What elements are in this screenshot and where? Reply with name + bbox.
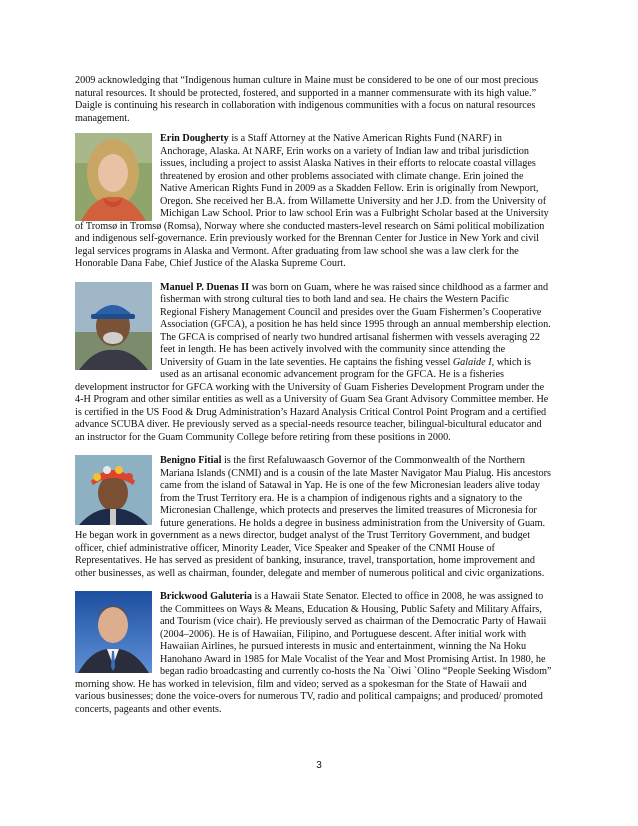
page-number: 3 <box>316 760 322 771</box>
text-line: Anchorage, Alaska. At NARF, Erin works on a variety of Indian law and tribal jurisdiction <box>160 145 529 157</box>
text-line: Hanohano Award in 1985 for Male Vocalist of the Year and Most Promising Artist. In 1980, he <box>160 653 546 665</box>
text-line: The GFCA is comprised of nearly two hundred artisanal fishermen with vessels averaging 22 <box>160 331 540 343</box>
text-line: Honorable Dana Fabe, Chief Justice of the Alaska Supreme Court. <box>75 258 346 269</box>
text-line: Hawaiian Airlines, he pursued interests in music and entertainment, winning the Na Hoku <box>160 641 527 652</box>
portrait-photo <box>75 591 152 673</box>
text-line: other businesses, as well as chairman, founder, delegate and member of numerous political and civic organizations. <box>75 567 545 579</box>
bio-first-line <box>160 591 562 604</box>
text-line: issues, including a project to assist Alaska Natives in their efforts to relocate coastal villages <box>160 158 536 169</box>
page-content <box>75 75 562 716</box>
text-line: the Committees on Ways & Means, Education & Housing, Public Safety and Military Affairs, <box>160 603 542 615</box>
text-line: concerts, pageants and other events. <box>75 703 222 715</box>
text-line: an instructor for the Guam Community College before retiring from these positions in 2000. <box>75 431 451 443</box>
text-line: Representatives. He has served as president of banking, insurance, travel, transportation, home improvement and <box>75 555 535 566</box>
bio-benigno-fitial <box>75 455 562 580</box>
text-line: (2004–2006). He is of Hawaiian, Filipino, and Portuguese descent. After initial work with <box>160 628 527 640</box>
text-line: Mariana Islands (CNMI) and is a cousin of the late Master Navigator Mau Pialug. His ancestors <box>160 467 551 479</box>
intro-paragraph <box>75 75 562 125</box>
portrait-photo <box>75 282 152 370</box>
text-line: legal services programs in Alaska and Vermont. After graduating from law school she was a law clerk for the <box>75 245 519 257</box>
text-line: feet in length. He has been actively involved with the community since attending the <box>160 344 506 355</box>
text-line: development instructor for GFCA working with the University of Guam Fisheries Development Program under the <box>75 381 545 393</box>
bio-text: was born on Guam, where he was raised since childhood as a farmer and <box>249 281 549 293</box>
portrait-photo <box>75 133 152 221</box>
text-line: and indigenous self-governance. Erin previously worked for the Brennan Center for Justice in New York and civil <box>75 233 539 244</box>
text-line: He began work in government as a news director, budget analyst of the Trust Territory Government, and budget <box>75 530 531 541</box>
bio-text: is the first Refaluwaasch Governor of the Commonwealth of the Northern <box>221 455 525 466</box>
text-line: 4-H Program and other similar entities as well as a University of Guam Sea Grant Advisory Committee member. He <box>75 394 549 405</box>
text-line: threatened by erosion and other problems associated with climate change. Erin joined the <box>160 170 524 182</box>
text-line: Regional Fishery Management Council and presides over the Guam Fishermen’s Cooperative <box>160 306 542 318</box>
person-name: Brickwood Galuteria <box>160 591 252 602</box>
text-line: fisherman with strong cultural ties to both land and sea. He chairs the Western Pacific <box>160 294 509 305</box>
text-line: officer, chief administrative officer, Minority Leader, Vice Speaker and Speaker of the CNMI House of <box>75 542 495 554</box>
text-line: management. <box>75 112 130 124</box>
text-line: came from the island of Satawal in Yap. He is one of the few Micronesian leaders alive today <box>160 480 540 491</box>
text-line: various businesses; done the voice-overs for numerous TV, radio and political campaigns; and produced/ promoted <box>75 691 543 702</box>
person-name: Manuel P. Duenas II <box>160 281 250 293</box>
text-line: used as an artisanal economic advancement program for the GFCA. He is a fisheries <box>160 369 504 380</box>
person-name: Benigno Fitial <box>160 455 222 466</box>
text-line: 2009 acknowledging that “Indigenous human culture in Maine must be considered to be one of our most precious <box>75 75 539 86</box>
bio-text: is a Hawaii State Senator. Elected to office in 2008, he was assigned to <box>251 591 544 602</box>
portrait-photo <box>75 455 152 525</box>
text-line: morning show. He has worked in television, film and video; served as a spokesman for the State of Hawaii and <box>75 678 527 690</box>
bio-first-line <box>160 133 562 146</box>
bio-text: is a Staff Attorney at the Native American Rights Fund (NARF) in <box>228 133 502 144</box>
bio-first-line <box>160 282 562 295</box>
vessel-name: Galaide I <box>452 356 492 368</box>
text-line: Micronesian Challenge, which protects and preserves the limited treasures of Micronesia for <box>160 505 537 516</box>
text-line: began radio broadcasting and currently co-hosts the Na `Oiwi `Olino “People Seeking Wisdom” <box>160 666 552 677</box>
text-line: and Tourism (vice chair). He previously served as chairman of the Democratic Party of Hawaii <box>160 616 547 627</box>
bio-text: University of Guam in the late seventies. He captains the fishing vessel <box>160 356 453 368</box>
vessel-line <box>160 357 562 370</box>
text-line: from the Trust Territory era. He is a champion of indigenous rights and a signatory to the <box>160 492 523 504</box>
bio-text: , which is <box>491 356 531 368</box>
text-line: future generations. He holds a degree in business administration from the University of Guam. <box>160 517 546 529</box>
bio-first-line <box>160 455 562 468</box>
text-line: Association (GFCA), a position he has held since 1995 through an annual membership election. <box>160 319 551 330</box>
text-line: natural resources. It should be protected, fostered, and supported in a manner commensurate with its high value.” <box>75 87 537 99</box>
text-line: advance SCUBA diver. He previously served as a special-needs resource teacher, bilingual-bicultural educator and <box>75 419 542 430</box>
person-name: Erin Dougherty <box>160 133 229 144</box>
text-line: Oregon. She received her B.A. from Willamette University and her J.D. from the University of <box>160 195 547 207</box>
text-line: Daigle is continuing his research in collaboration with indigenous communities with a focus on natural resources <box>75 100 536 111</box>
text-line: Michigan Law School. Prior to law school Erin was a Fulbright Scholar based at the University <box>160 208 549 219</box>
bio-manuel-duenas <box>75 282 562 445</box>
bio-erin-dougherty <box>75 133 562 271</box>
bio-brickwood-galuteria <box>75 591 562 716</box>
text-line: is certified in the US Food & Drug Administration’s Hazard Analysis Critical Control Point Program and a certified <box>75 406 547 418</box>
text-line: of Tromsø in Tromsø (Romsa), Norway where she conducted masters-level research on Sámi political mobilization <box>75 220 545 232</box>
text-line: Native American Rights Fund in 2009 as a Skadden Fellow. Erin is originally from Newport, <box>160 183 539 194</box>
